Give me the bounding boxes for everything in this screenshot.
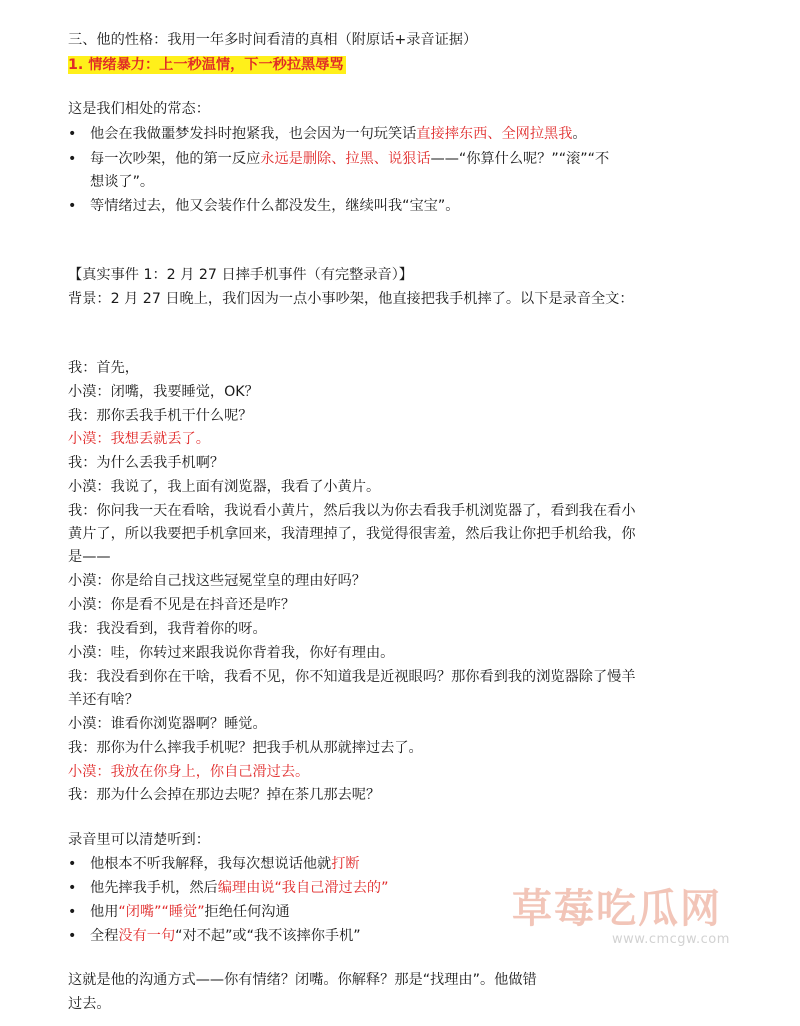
highlight-heading xyxy=(68,54,346,76)
list-item: • 他用“闭嘴”“睡觉”拒绝任何沟通 xyxy=(68,901,290,923)
dialogue-line: 小漠：你是看不见是在抖音还是咋？ xyxy=(68,597,296,613)
dialogue-line: 我：你问我一天在看啥，我说看小黄片，然后我以为你去看我手机浏览器了，看到我在看小 xyxy=(68,503,636,519)
dialogue-line: 我：那你为什么摔我手机呢？把我手机从那就摔过去了。 xyxy=(68,740,423,756)
list-item: • 他先摔我手机，然后编理由说“我自己滑过去的” xyxy=(68,877,388,899)
recording-intro: 录音里可以清楚听到： xyxy=(68,832,210,848)
list-item-continuation: 想谈了”。 xyxy=(90,174,155,190)
bullet-icon: • xyxy=(68,904,77,920)
bullet-icon: • xyxy=(68,151,77,167)
dialogue-line: 我：我没看到，我背着你的呀。 xyxy=(68,621,267,637)
event-title: 【真实事件 1：2 月 27 日摔手机事件（有完整录音）】 xyxy=(68,267,413,283)
dialogue-line: 黄片了，所以我要把手机拿回来，我清理掉了，我觉得很害羞，然后我让你把手机给我，你 xyxy=(68,526,636,542)
dialogue-line: 小漠：我放在你身上，你自己滑过去。 xyxy=(68,764,310,780)
list-item: • 每一次吵架，他的第一反应永远是删除、拉黑、说狠话——“你算什么呢？”“滚”“不 xyxy=(68,148,609,170)
bullet-icon: • xyxy=(68,880,77,896)
list-item: • 他根本不听我解释，我每次想说话他就打断 xyxy=(68,853,360,875)
conclusion-line: 这就是他的沟通方式——你有情绪？闭嘴。你解释？那是“找理由”。他做错 xyxy=(68,972,537,988)
conclusion-line: 过去。 xyxy=(68,996,111,1012)
bullet-icon: • xyxy=(68,198,77,214)
dialogue-line: 小漠：我说了，我上面有浏览器，我看了小黄片。 xyxy=(68,479,381,495)
dialogue-line: 小漠：我想丢就丢了。 xyxy=(68,431,210,447)
bullet-icon: • xyxy=(68,126,77,142)
watermark-logo: 草莓吃瓜网 xyxy=(512,886,722,932)
dialogue-line: 我：那为什么会掉在那边去呢？掉在茶几那去呢？ xyxy=(68,787,381,803)
intro-text: 这是我们相处的常态： xyxy=(68,101,210,117)
dialogue-line: 小漠：哇，你转过来跟我说你背着我，你好有理由。 xyxy=(68,645,395,661)
list-item: • 等情绪过去，他又会装作什么都没发生，继续叫我“宝宝”。 xyxy=(68,195,459,217)
dialogue-line: 是—— xyxy=(68,549,111,565)
bullet-icon: • xyxy=(68,928,77,944)
section-title: 三、他的性格：我用一年多时间看清的真相（附原话+录音证据） xyxy=(68,32,478,48)
dialogue-line: 我：为什么丢我手机啊？ xyxy=(68,455,225,471)
dialogue-line: 我：我没看到你在干啥，我看不见，你不知道我是近视眼吗？那你看到我的浏览器除了慢羊 xyxy=(68,669,636,685)
list-item: • 全程没有一句“对不起”或“我不该摔你手机” xyxy=(68,925,361,947)
dialogue-line: 我：那你丢我手机干什么呢？ xyxy=(68,408,253,424)
watermark-url: www.cmcgw.com xyxy=(612,932,730,947)
dialogue-line: 小漠：你是给自己找这些冠冕堂皇的理由好吗？ xyxy=(68,573,366,589)
dialogue-line: 小漠：闭嘴，我要睡觉，OK？ xyxy=(68,384,259,400)
highlighted-text: 1. 情绪暴力：上一秒温情，下一秒拉黑辱骂 xyxy=(68,57,344,73)
dialogue-line: 我：首先， xyxy=(68,360,139,376)
dialogue-line: 小漠：谁看你浏览器啊？睡觉。 xyxy=(68,716,267,732)
dialogue-line: 羊还有啥？ xyxy=(68,692,139,708)
event-background: 背景：2 月 27 日晚上，我们因为一点小事吵架，他直接把我手机摔了。以下是录音全文： xyxy=(68,291,634,307)
list-item: • 他会在我做噩梦发抖时抱紧我，也会因为一句玩笑话直接摔东西、全网拉黑我。 xyxy=(68,123,587,145)
bullet-icon: • xyxy=(68,856,77,872)
